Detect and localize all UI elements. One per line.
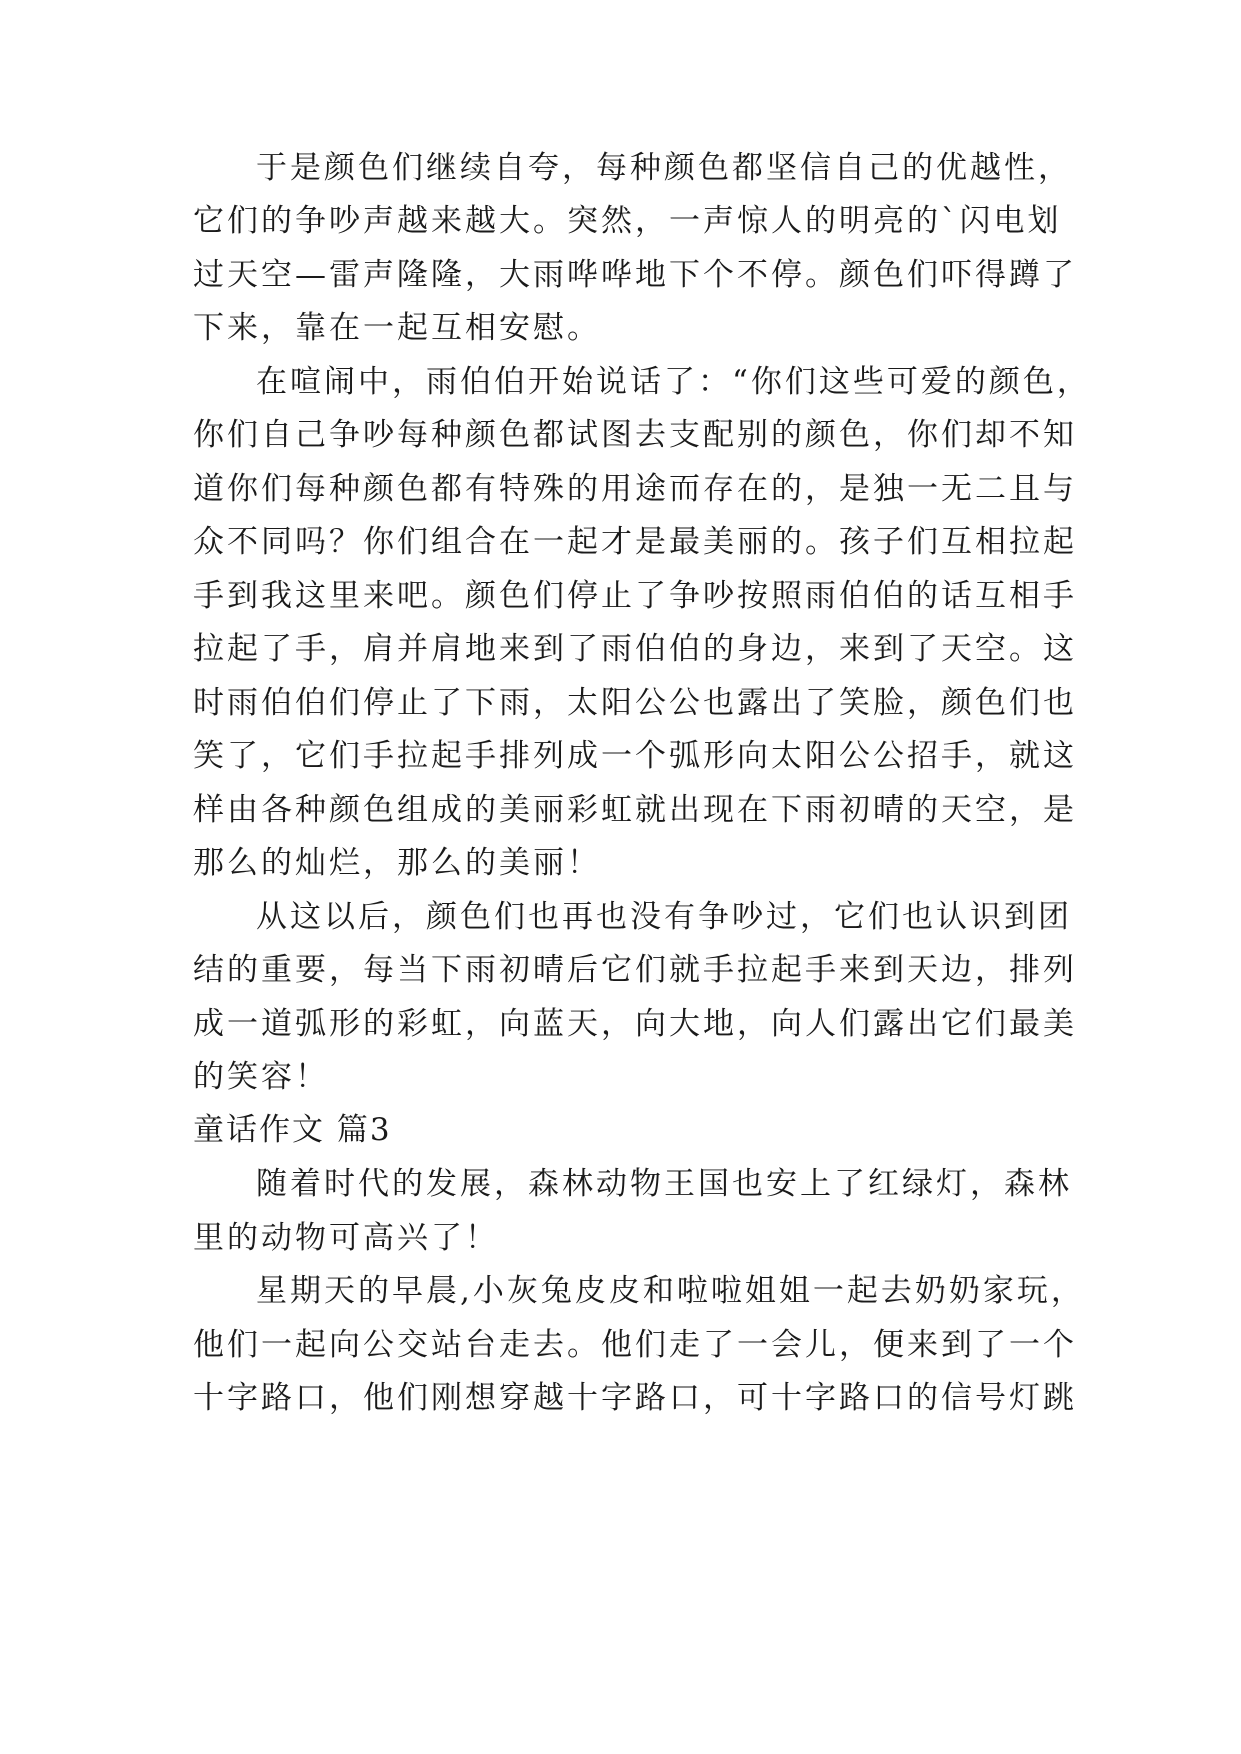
text-line: 笑了，它们手拉起手排列成一个弧形向太阳公公招手，就这 (193, 738, 1077, 774)
text-line: 的笑容！ (193, 1059, 329, 1095)
text-line: 十字路口，他们刚想穿越十字路口，可十字路口的信号灯跳 (193, 1380, 1077, 1416)
text-line: 手到我这里来吧。颜色们停止了争吵按照雨伯伯的话互相手 (193, 578, 1077, 614)
text-line: 他们一起向公交站台走去。他们走了一会儿，便来到了一个 (193, 1327, 1077, 1363)
text-line: 它们的争吵声越来越大。突然，一声惊人的明亮的`闪电划 (193, 203, 1062, 239)
text-line: 时雨伯伯们停止了下雨，太阳公公也露出了笑脸，颜色们也 (193, 685, 1077, 721)
text-line: 拉起了手，肩并肩地来到了雨伯伯的身边，来到了天空。这 (193, 631, 1077, 667)
text-line: 里的动物可高兴了！ (193, 1220, 499, 1256)
text-line: 结的重要，每当下雨初晴后它们就手拉起手来到天边，排列 (193, 952, 1077, 988)
section-heading: 童话作文 篇3 (193, 1112, 392, 1148)
text-line: 随着时代的发展，森林动物王国也安上了红绿灯，森林 (256, 1166, 1072, 1202)
text-line: 过天空—雷声隆隆，大雨哗哗地下个不停。颜色们吓得蹲了 (193, 257, 1077, 293)
text-line: 那么的灿烂，那么的美丽！ (193, 845, 601, 881)
text-line: 成一道弧形的彩虹，向蓝天，向大地，向人们露出它们最美 (193, 1006, 1077, 1042)
text-line: 星期天的早晨,小灰兔皮皮和啦啦姐姐一起去奶奶家玩， (256, 1273, 1085, 1309)
text-line: 道你们每种颜色都有特殊的用途而存在的，是独一无二且与 (193, 471, 1077, 507)
text-line: 于是颜色们继续自夸，每种颜色都坚信自己的优越性， (256, 150, 1072, 186)
text-line: 从这以后，颜色们也再也没有争吵过，它们也认识到团 (256, 899, 1072, 935)
text-line: 下来，靠在一起互相安慰。 (193, 310, 601, 346)
text-line: 在喧闹中，雨伯伯开始说话了：“你们这些可爱的颜色， (256, 364, 1091, 400)
text-line: 你们自己争吵每种颜色都试图去支配别的颜色，你们却不知 (193, 417, 1077, 453)
text-line: 众不同吗？你们组合在一起才是最美丽的。孩子们互相拉起 (193, 524, 1077, 560)
text-line: 样由各种颜色组成的美丽彩虹就出现在下雨初晴的天空，是 (193, 792, 1077, 828)
